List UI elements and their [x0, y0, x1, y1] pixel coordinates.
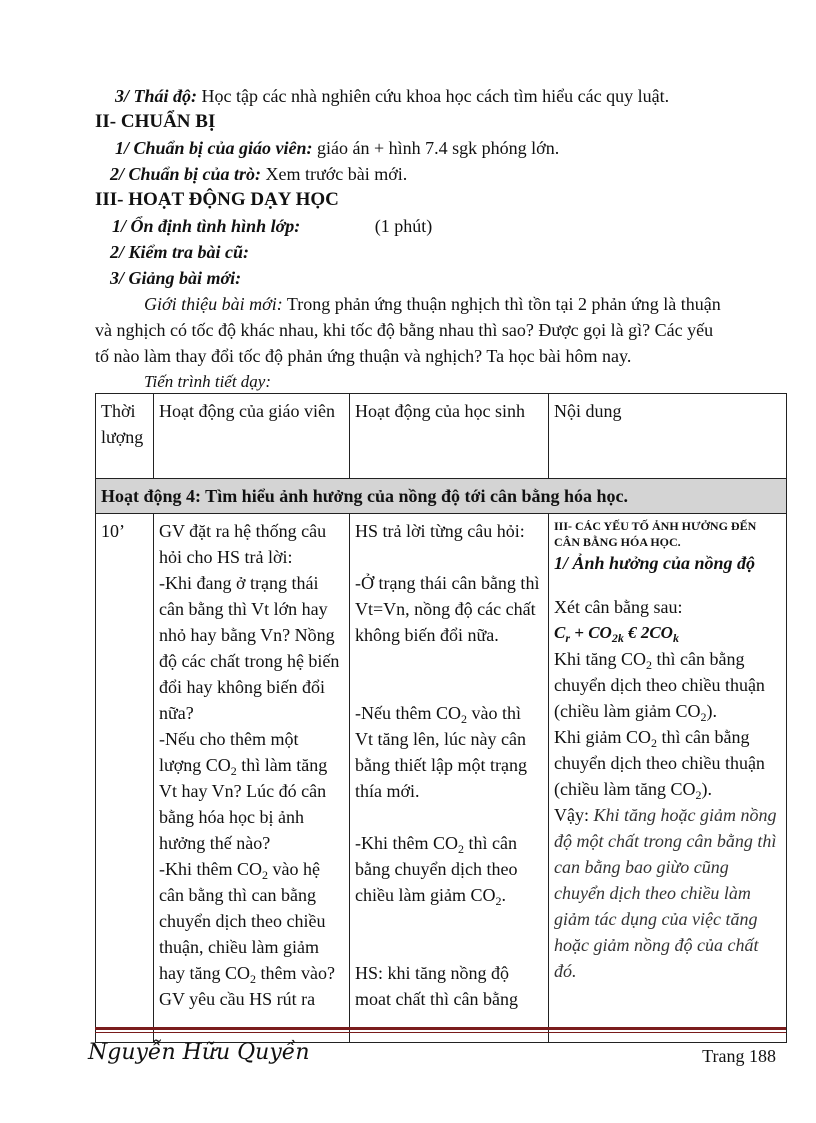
attitude-line: [115, 86, 669, 107]
time-cell: 10’: [96, 514, 154, 1043]
header-content: Nội dung: [549, 394, 787, 479]
teacher-prep-label: 1/ Chuẩn bị của giáo viên:: [115, 138, 313, 158]
activity-title: Hoạt động 4: Tìm hiểu ảnh hưởng của nồng độ tới cân bằng hóa học.: [96, 479, 787, 514]
intro-text-1: Trong phản ứng thuận nghịch thì tồn tại 2 phản ứng là thuận: [286, 294, 721, 314]
intro-line-3: tố nào làm thay đổi tốc độ phản ứng thuận và nghịch? Ta học bài hôm nay.: [95, 346, 632, 366]
student-prep-line: [110, 164, 407, 185]
teacher-p5: GV yêu cầu HS rút ra: [159, 989, 316, 1009]
conclusion-label: Vậy:: [554, 805, 589, 825]
consider-text: Xét cân bằng sau:: [554, 597, 683, 617]
attitude-label: 3/ Thái độ:: [115, 86, 198, 106]
student-p4: -Khi thêm $CO_2$ thì cân bằng chuyển dịch theo chiều làm giảm $CO_2$.: [355, 833, 518, 908]
page-number: Trang 188: [702, 1046, 776, 1066]
footer-rule: [95, 1027, 786, 1030]
student-prep-text: Xem trước bài mới.: [265, 164, 408, 184]
intro-line-1: [144, 294, 721, 315]
content-heading: III- CÁC YẾU TỐ ẢNH HƯỞNG ĐẾN CÂN BẰNG HÓA HỌC.: [554, 519, 757, 549]
content-subheading: 1/ Ảnh hưởng của nồng độ: [554, 553, 756, 573]
teacher-prep-line: [115, 138, 559, 159]
student-p1: HS trả lời từng câu hỏi:: [355, 521, 525, 541]
conclusion: [554, 802, 781, 984]
decrease-text: Khi giảm $CO_2$ thì cân bằng chuyển dịch theo chiều thuận (chiều làm tăng $CO_2$).: [554, 727, 765, 802]
increase-text: Khi tăng $CO_2$ thì cân bằng chuyển dịch theo chiều thuận (chiều làm giảm $CO_2$).: [554, 649, 765, 724]
student-p5: HS: khi tăng nồng độ moat chất thì cân bằng: [355, 963, 518, 1009]
table-row: [96, 514, 787, 1043]
student-p2: -Ở trạng thái cân bằng thì Vt=Vn, nồng độ các chất không biến đổi nữa.: [355, 573, 540, 645]
equilibrium-equation: $C_r + CO_{2k}$ € $2CO_k$: [554, 623, 679, 645]
stabilize-line: [112, 216, 432, 237]
section-activities-heading: III- HOẠT ĐỘNG DẠY HỌC: [95, 189, 339, 210]
author-signature: Nguyễn Hữu Quyền: [88, 1040, 310, 1065]
student-cell: [350, 514, 549, 1043]
teacher-prep-text: giáo án + hình 7.4 sgk phóng lớn.: [317, 138, 560, 158]
attitude-text: Học tập các nhà nghiên cứu khoa học cách tìm hiểu các quy luật.: [201, 86, 670, 106]
header-time: Thời lượng: [96, 394, 154, 479]
progress-label: Tiến trình tiết dạy:: [144, 372, 272, 391]
stabilize-time: (1 phút): [374, 216, 433, 236]
lecture-label: 3/ Giảng bài mới:: [110, 268, 242, 288]
teacher-cell: [154, 514, 350, 1043]
student-p3: -Nếu thêm $CO_2$ vào thì Vt tăng lên, lúc này cân bằng thiết lập một trạng thía mới.: [355, 703, 527, 801]
student-prep-label: 2/ Chuẩn bị của trò:: [110, 164, 262, 184]
review-label: 2/ Kiểm tra bài cũ:: [110, 242, 249, 262]
content-cell: [549, 514, 787, 1043]
table-header-row: [96, 394, 787, 479]
section-preparation-heading: II- CHUẨN BỊ: [95, 111, 216, 132]
intro-line-2: và nghịch có tốc độ khác nhau, khi tốc độ bằng nhau thì sao? Được gọi là gì? Các yếu: [95, 320, 714, 340]
conclusion-text: Khi tăng hoặc giảm nồng độ một chất trong cân bằng thì can bằng bao giừo cũng chuyển dịch theo chiều làm giảm tác dụng của việc tăng hoặc giảm nồng độ của chất đó.: [554, 805, 777, 981]
teacher-p4: -Khi thêm $CO_2$ vào hệ cân bằng thì can bằng chuyển dịch theo chiều thuận, chiều làm giảm hay tăng $CO_2$ thêm vào?: [159, 859, 335, 986]
teacher-p1: GV đặt ra hệ thống câu hỏi cho HS trả lời:: [159, 521, 327, 567]
stabilize-label: 1/ Ổn định tình hình lớp:: [112, 216, 301, 236]
lesson-plan-table: [95, 393, 787, 1043]
activity-row: [96, 479, 787, 514]
intro-label: Giới thiệu bài mới:: [144, 294, 283, 314]
header-teacher: Hoạt động của giáo viên: [154, 394, 350, 479]
header-student: Hoạt động của học sinh: [350, 394, 549, 479]
teacher-p2: -Khi đang ở trạng thái cân bằng thì Vt lớn hay nhỏ hay bằng Vn? Nồng độ các chất trong hệ biến đổi hay không biến đổi nữa?: [159, 573, 340, 723]
footer-rule-thin: [95, 1032, 786, 1033]
teacher-p3: -Nếu cho thêm một lượng $CO_2$ thì làm tăng Vt hay Vn? Lúc đó cân bằng hóa học bị ảnh hưởng thế nào?: [159, 729, 328, 853]
